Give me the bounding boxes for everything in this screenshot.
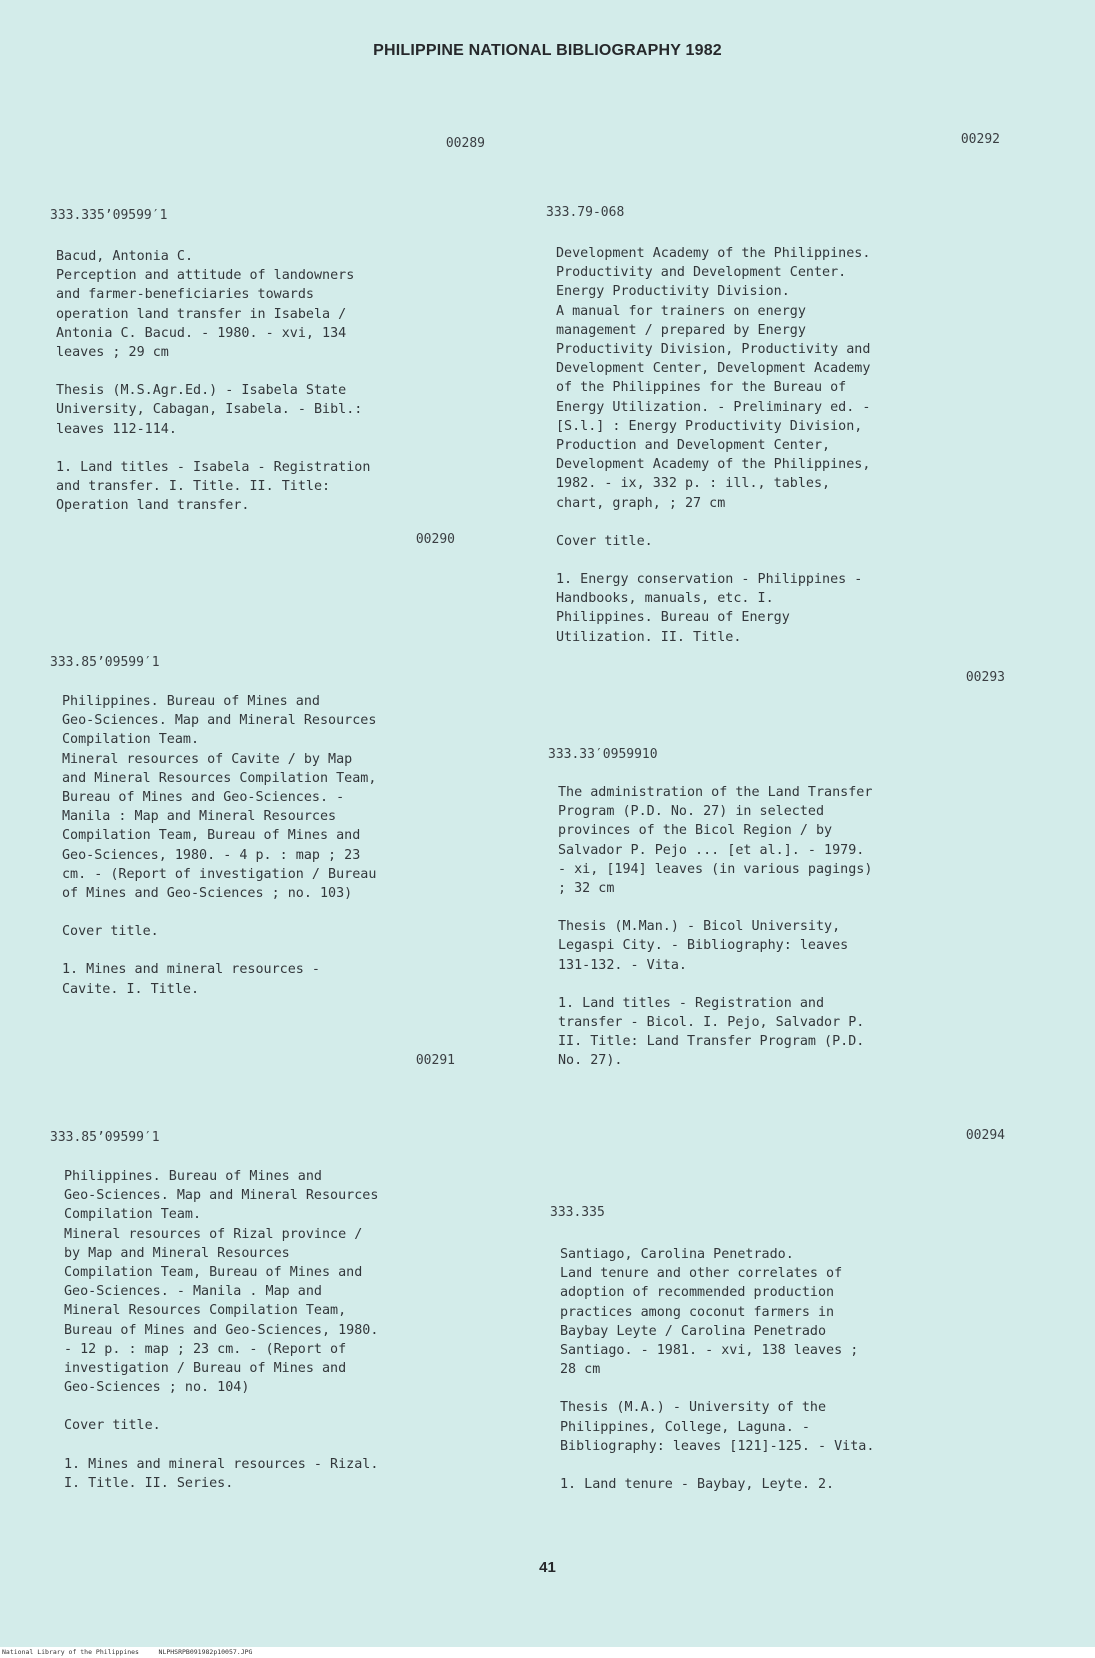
bibliographic-entry [62,692,522,1018]
entry-note: Thesis (M.A.) - University of the Philippines, College, Laguna. - Bibliography: leaves [121]-125. - Vita. [560,1400,875,1454]
entry-subjects: 1. Land titles - Isabela - Registration and transfer. I. Title. II. Title: Operation land transfer. [56,459,371,514]
call-number: 333.85’09599′1 [50,655,160,670]
entry-note: Thesis (M.Man.) - Bicol University, Legaspi City. - Bibliography: leaves 131-132. - Vita. [558,919,849,973]
entry-number: 00292 [960,132,1000,147]
entry-description: Philippines. Bureau of Mines and Geo-Sciences. Map and Mineral Resources Compilation Team. Mineral resources of Cavite / by Map and Mineral Resources Compilation Team, Bureau of Mines and Geo-Sciences. - Manila : Map and Mineral Resources Compilation Team, Bureau of Mines and Geo-Sciences, 1980. - 4 p. : map ; 23 cm. - (Report of investigation / Bureau of Mines and Geo-Sciences ; no. 103) [62,694,377,902]
entry-number: 00293 [965,670,1005,685]
call-number: 333.79-068 [546,205,625,220]
page-number: 41 [539,1559,556,1576]
entry-description: The administration of the Land Transfer Program (P.D. No. 27) in selected provinces of the Bicol Region / by Salvador P. Pejo ... [et al.]. - 1979. - xi, [194] leaves (in various pagings) ; 32 cm [558,785,873,897]
entry-description: Development Academy of the Philippines. Productivity and Development Center. Energy Productivity Division. A manual for trainers on energy management / prepared by Energy Productivity Division, Productivity and Development Center, Development Academy of the Philippines for the Bureau of Energy Utilization. - Preliminary ed. - [S.l.] : Energy Productivity Division, Production and Development Center, Development Academy of the Philippines, 1982. - ix, 332 p. : ill., tables, chart, graph, ; 27 cm [556,246,871,511]
entry-subjects: 1. Land tenure - Baybay, Leyte. 2. [560,1477,835,1493]
entry-description: Bacud, Antonia C. Perception and attitude of landowners and farmer-beneficiaries towards operation land transfer in Isabela / Antonia C. Bacud. - 1980. - xvi, 134 leaves ; 29 cm [56,249,355,361]
bibliographic-entry [56,247,516,534]
entry-note: Thesis (M.S.Agr.Ed.) - Isabela State University, Cabagan, Isabela. - Bibl.: leaves 112-114. [56,383,363,437]
entry-description: Santiago, Carolina Penetrado. Land tenure and other correlates of adoption of recommended production practices among coconut farmers in Baybay Leyte / Carolina Penetrado Santiago. - 1981. - xvi, 138 leaves ; 28 cm [560,1247,859,1378]
entry-note: Cover title. [64,1418,161,1434]
entry-number: 00289 [445,136,485,151]
call-number: 333.335’09599′1 [50,208,168,223]
entry-note: Cover title. [62,924,159,940]
call-number: 333.85’09599′1 [50,1130,160,1145]
bibliographic-entry [560,1245,1020,1513]
bibliographic-entry [64,1167,524,1512]
entry-description: Philippines. Bureau of Mines and Geo-Sciences. Map and Mineral Resources Compilation Team. Mineral resources of Rizal province / by Map and Mineral Resources Compilation Team, Bureau of Mines and Geo-Sciences. - Manila . Map and Mineral Resources Compilation Team, Bureau of Mines and Geo-Sciences, 1980. - 12 p. : map ; 23 cm. - (Report of investigation / Bureau of Mines and Geo-Sciences ; no. 104) [64,1169,379,1396]
entry-number: 00290 [415,532,455,547]
page-title: PHILIPPINE NATIONAL BIBLIOGRAPHY 1982 [373,42,722,59]
entry-subjects: 1. Mines and mineral resources - Rizal. I. Title. II. Series. [64,1456,379,1491]
entry-subjects: 1. Land titles - Registration and transfer - Bicol. I. Pejo, Salvador P. II. Title: Land Transfer Program (P.D. No. 27). [558,995,865,1069]
entry-subjects: 1. Mines and mineral resources - Cavite. I. Title. [62,962,320,997]
bibliographic-entry [558,783,1018,1090]
entry-number: 00291 [415,1053,455,1068]
entry-subjects: 1. Energy conservation - Philippines - Handbooks, manuals, etc. I. Philippines. Bureau of Energy Utilization. II. Title. [556,572,863,645]
entry-note: Cover title. [556,533,653,549]
call-number: 333.33′0959910 [548,747,658,762]
entry-number: 00294 [965,1128,1005,1143]
source-caption: National Library of the Philippines NLPHSRPB091982p10057.JPG [0,1647,1095,1658]
call-number: 333.335 [550,1205,605,1220]
bibliographic-entry [556,244,1016,666]
